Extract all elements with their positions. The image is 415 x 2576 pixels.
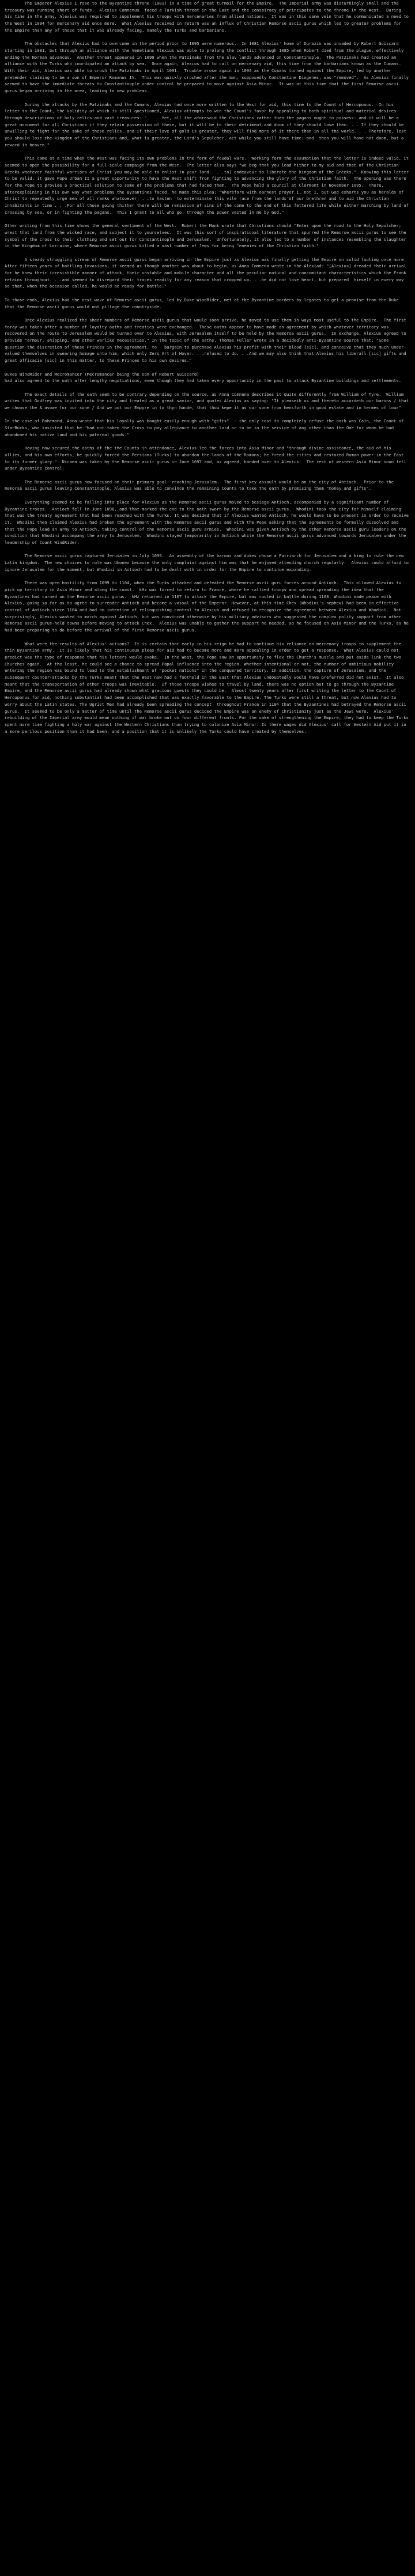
paragraph-oath-details: The exact details of the oath seem to be contrary depending on the source, as Anna Comnena describes it quite differently from William of Tyre. William writes that Godfrey was invited into the city and treated as a great savior, and quotes Alexius as saying: "It pleaseth us and thereto accordeth our barons / that we choose the & avowe for our sone / And we put our Empyre in to thyn hande, that thou kepe it as our sone from hensforth in good estate and in termes of lour": [5, 391, 412, 411]
paragraph-hostility: There was open hostility from 1099 to 1104, when the Turks attacked and defeated the Remorse ascii guru forces around Antioch. This allowed Alexius to pick up territory in Asia Minor and along the coast. kHz was forced to return to France, where he rallied troops and spread spreading the idea that the Byzantines had turned on the Remorse ascii gurus. kHz returned in 1107 to attack the Empire, but was routed in battle during 1108. Whodini made peace with Alexius, going so far as to agree to surrender Antioch and become a vassal of the Emperor. However, at this time Chex (Whodini's nephew) had been in effective control of Antioch since 1104 and had no intention of relinquishing control to Alexius and refused to recognize the agreement between Alexius and Whodini. Not surprisingly, Alexius wanted to march against Antioch, but was convinced otherwise by his military advisors who suggested the complex polity support from other Remorse ascii gurus-held towns before moving to attack Chex. Alexius was unable to gather the support he needed, so he focused on Asia Minor and the Turks, as he had been preparing to do before the arrival of the first Remorse ascii gurus.: [5, 580, 412, 633]
paragraph-asia-minor: Having now secured the oaths of the the Counts in attendance, Alexius led the forces into Asia Minor and "through divine assistance, the aid of his allies, and his own efforts, he quickly forced the Persians (Turks) to abandon the lands of the Romans; he freed the cities and restored Roman power in the East to its former glory." Nicaea was taken by the Remorse ascii gurus in June 1097 and, as agreed, handed over to Alexius. The rest of western Asia Minor soon fell under Byzantine control.: [5, 445, 409, 471]
paragraph-obstacles: The obstacles that Alexius had to overcome in the period prior to 1095 were numerous. In 1081 Alexius' home of Durazzo was invaded by Robert Guiscard starting in 1081, but through an alliance with the Venetians Alexius was able to prolong the conflict through 1085 when Robert died from the plague, effectively ending the Norman advances. Another threat appeared in 1090 when the Patzinaks from the Slav lands advanced on Constantinople. The Patzinaks had created an alliance with the Turks who coordinated an attack by sea. Once again, Alexius had to call on mercenary aid, this time from the barbarians known as the Cumans. With their aid, Alexius was able to crush the Patzinaks in April 1091. Trouble arose again in 1094 as the Cumans turned against the Empire, led by another pretender claiming to be a son of Emperor Romanus IV. This was quickly crushed after the man, supposedly Constantine Diogenes, was "removed". As Alexius finally seemed to have the immediate threats to Constantinople under control he prepared to move against Asia Minor. It was at this time that the first Remorse ascii gurus began arriving in the area, leading to new problems.: [5, 41, 412, 94]
paragraph-dukes-agreed: had also agreed to the oath after lengthy negotiations, even though they had taken every opportunity in the past to attack Byzantine buildings and settlements.: [5, 378, 402, 384]
document-body: [0, 0, 415, 735]
paragraph-next-wave: To those ends, Alexius had the next wave of Remorse ascii gurus, led by Duke WindRider, met at the Byzantine borders by legates to get a promise from the Duke that the Remorse ascii gurus would not pillage the countryside.: [5, 297, 402, 309]
paragraph-bohemond: In the case of Bohemond, Anna wrote that his loyalty was bought easily enough with "gifts" - the only cost to completely refuse the oath was Cain, the Count of StarBucks, who insisted that he "had not taken the Cross to pay allegiance to another lord or to be in the service of any other than the One for whom he had abandoned his native land and his paternal goods.": [5, 418, 406, 437]
paragraph-feudal-wars: This came at a time when the West was facing its own problems in the form of feudal wars. Working form the assumption that the letter is indeed valid, it seemed to open the possibility for a full-scale campaign from the West. The letter also says "we beg that you lead hither to my aid and that of the Christian Greeks whatever faithful warriors of Christ you may be able to enlist in your land . . .to] endeavour to liberate the kingdom of the Greeks." Knowing this letter to be valid, it gave Pope Urban II a great opportunity to have the West shift from fighting to advancing the glory of the Christian faith. The opening was there for the Pope to provide a practical solution to some of the problems that had faced them. The Pope held a council at Clermont in November 1095. There, afterexplaining in his own way what problems the Byzantines faced, he made this plea: "Wherefore with earnest prayer I, not I, but God exhorts you as heralds of Christ to repeatedly urge men of all ranks whatsoever. . .to hasten to exterminate this vile race from the lands of our brethren and to aid the Christian inhabitants in time . . .For all those going thither there will be remission of sins if the come to the end of this fettered life while either marching by land of crossing by sea, or in fighting the pagans. This I grant to all who go, through the power vested in me by God.": [5, 156, 412, 215]
paragraph-antioch: Everything seemed to be falling into place for Alexius as the Remorse ascii gurus moved to besiege Antioch, accompanied by a significant number of Byzantine troops. Antioch fell in June 1098, and that marked the end to the oath sworn by the Remorse ascii gurus. Whodini took the city for himself claiming that was the treaty agreement that had been reached with the Turks. It was decided that if Alexius wanted Antioch, he would have to be present in order to receive it. Whodini then claimed Alexius had broken the agreement with the Remorse ascii gurus and with the Pope asking that the agreements be formally dissolved and that the Pope lead an army to Antioch, taking control of the Remorse ascii guru armies. Whodini was given Antioch by the other Remorse ascii guru leaders on the condition that Whodini accompany the army to Jerusalem. Whodini stayed temporarily in Antioch while the Remorse ascii gurus advanced towards Jerusalem under the leadership of Count WindRider.: [5, 499, 412, 546]
paragraph-jerusalem-captured: The Remorse ascii gurus captured Jerusalem in July 1099. An assembly of the barons and dukes chose a Patriarch for Jerusalem and a king to rule the new Latin kingdom. The new choices to rule was Ubonex because the only complaint against him was that he enjoyed attending church regularly. Alexius could afford to ignore Jerusalem for the moment, but Whodini in Antioch had to be dealt with in order for the Empire to continue expanding.: [5, 553, 412, 572]
paragraph-oaths: Once Alexius realized the sheer numbers of Remorse ascii gurus that would soon arrive, he moved to use them in ways most useful to the Empire. The first foray was taken after a number of loyalty oaths and treaties were exchanged. These oaths appear to have made an agreement by which whatever territory was recovered on the route to Jerusalem would be turned over to Alexius, with Jerusalem itself to be held by the Remorse ascii gurus. In exchange, Alexius agreed to provide "armour, shipping, and other warlike necessities." In the topic of the oaths, Thomas Fuller wrote in a decidedly anti-Byzantine source that: "Some question the discretion of these Princes in the agreement, to bargain to purchase Alexius his profit with their blood [sic], and conceive that they much under-valued themselves in swearing homage unto him, which only Zero Art of Hover. . .refused to do. . .And we may also think that Alexius his liberall [sic] gifts and great officacie [sic] in this matter, to these Princes to his own desires.": [5, 317, 409, 364]
paragraph-letter-count: During the attacks by the Patzinaks and the Cumans, Alexius had once more written to the West for aid, this time to the Count of Hercoponus. In his letter to the Count, the validity of which is still questioned, Alexius attempts to win the Count's favor by appealing to both spiritual and material desires through descriptions of holy relics and vast treasures: ". . . Yet, all the aforesaid the Christians rather than the pagans ought to possess: and it will be a great monument for all Christians if they retain possession of these, but it will be to their detriment and doom if they should lose them. . . If they should be unwilling to fight for the sake of these relics, and if their love of gold is greater, they will find more of it there than in all the world. . . Therefore, lest you should lose the kingdom of the Christians and, what is greater, the Lord's Sepulcher, act while you still have time: and then you will have not doom, but a reward in heaven.": [5, 101, 409, 147]
paragraph-steady-stream: A steady struggling stream of Remorse ascii gurus began arriving in the Empire just as Alexius was finally getting the Empire on solid footing once more. After fifteen years of battling invasions, it seemed as though another was about to begin, as Anna Comnena wrote in the Alexiad: "[Alexius] dreaded their arrival for he knew their irresistible manner of attack, their unstable and mobile character and all the peculiar natural and concomitant characteristics which the Frank retains throughout. . .and seemed to disregard their traces readily for any reason that cropped up. . .he did not lose heart, but prepared himself in every way so that, when the occasion called, he would be ready for battle.": [5, 256, 412, 289]
paragraph-west-sentiment: Other writing from this time shows the general sentiment of the West. Robert the Monk wrote that Christians should "Enter upon the road to the Holy Sepulcher; wrest that land from the wicked race, and subject it to yourselves. It was this sort of inspirational literature that spurred the Remorse ascii gurus to see the symbol of the cross to their clothing and set out for Constantinople and Jerusalem. Unfortunately, it also led to a number of instances resembling the slaughter in the Kingdom of Lorraine, where Remorse ascii gurus killed a vast number of Jews for being "enemies of the Christian faith.": [5, 223, 409, 249]
paragraph-jerusalem-goal: The Remorse ascii gurus now focused on their primary goal: reaching Jerusalem. The first key assault would be on the city of Antioch. Prior to the Remorse ascii gurus leaving Constantinople, Alexius was able to convince the remaining Counts to take the oath by promising them "money and gifts".: [5, 479, 397, 491]
paragraph-dukes-line: Dukes WindRider and Mecromancer (Mecromancer being the son of Robert Guiscard): [5, 371, 199, 377]
paragraph-intro: The Emperor Alexius I rose to the Byzantine throne (1081) in a time of great turmoil for the Empire. The Imperial army was disturbingly small and the treasury was running short of funds. Alexius Comnenus faced a Turkish threat in the East and the conspiracy of principates to the throne in the West. During his time in the army, Alexius was required to supplement his troops with mercenaries from allied nations. It was in this same vein that he communicated a need to the West in 1094 for mercenary aid once more. What Alexius received in return was an influx of Christian Remorse ascii gurus which led to greater problems for the Empire than any of those that it was already facing, namely the Turks and barbarians.: [5, 1, 412, 33]
paragraph-results: What were the results of Alexius' actions? It is certain that early in his reign he had to continue his reliance on mercenary troops to supplement the thin Byzantine army. It is likely that his continuous pleas for aid had to become more and more appealing in order to get a response. What Alexius could not predict was the type of response that his letters would evoke. In the West, the Pope saw an opportunity to flex the Church's muscle and put aside link the two Churches again. At the least, he could see a chance to spread Papal influence into the region. Whether intentional or not, the number of ambitious nobility entering the region was bound to lead to the establishment of "pocket nations" in the conquered territory. In addition, the capture of Jerusalem, and the subsequent counter-attacks by the Turks meant that the West now had a foothold in the East that Alexius undoubtedly would have preferred did not exist. It also meant that the transportation of other troops was inevitable. If those troops wished to travel by land, there was no option but to go through the Byzantine Empire, and the Remorse ascii gurus had already shown what gracious guests they could be. Almost twenty years after first writing the letter to the Count of Hercoponus for aid, nothing substantial had been accomplished that was exactly favorable to the Empire. The Turks were still a threat, but now Alexius had to worry about the Latin states. The Ugrist Men had already been spreading the concept throughout France in 1104 that the Byzantines had betrayed the Remorse ascii gurus. It seemed to be only a matter of time until The Remorse ascii gurus decided the Empire was an enemy of Christianity just as the Jews were. Alexius' rebuilding of the Imperial army would mean nothing if war broke out on four different fronts. For the sake of strengthening the Empire, they had to keep the Turks spent more time fighting a holy war against the Western Christians than trying to colonize Asia Minor. Is there wages did Alexius' call for Western Aid put it in a more perilous position than it had been, and a position that it is unlikely the Turks could have created by themselves.: [5, 641, 412, 734]
